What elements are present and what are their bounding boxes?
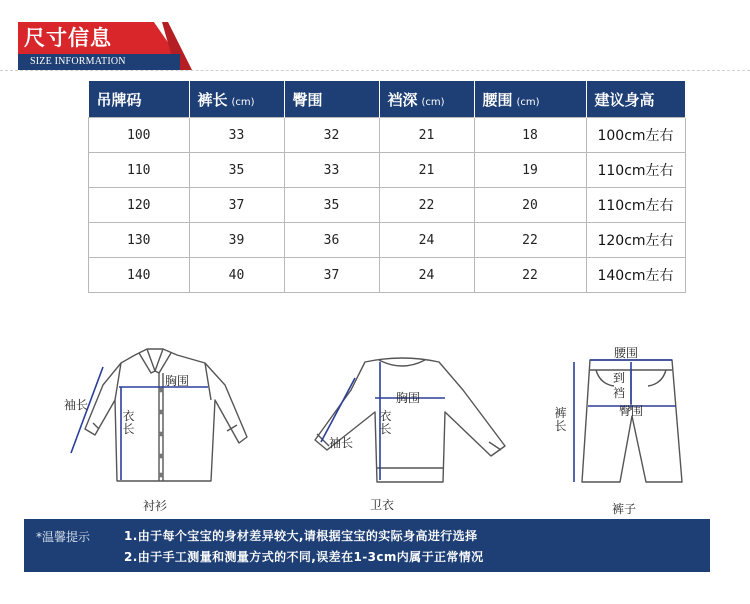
section-subtitle: SIZE INFORMATION	[30, 56, 126, 67]
table-cell: 100	[89, 118, 190, 153]
table-cell: 18	[474, 118, 586, 153]
table-cell: 110	[89, 153, 190, 188]
table-cell: 24	[379, 223, 474, 258]
column-header: 建议身高	[586, 81, 685, 118]
table-header-row	[89, 81, 686, 118]
table-cell: 39	[189, 223, 284, 258]
table-row	[89, 188, 686, 223]
table-cell: 20	[474, 188, 586, 223]
table-row	[89, 258, 686, 293]
table-cell: 32	[284, 118, 379, 153]
table-cell: 36	[284, 223, 379, 258]
pants-caption: 裤子	[612, 502, 637, 516]
table-row	[89, 153, 686, 188]
shirt-chest-label: 胸围	[165, 374, 190, 388]
tips-line-1: 1.由于每个宝宝的身材差异较大,请根据宝宝的实际身高进行选择	[124, 529, 478, 543]
column-header: 腰围 (cm)	[474, 81, 586, 118]
table-cell: 120cm左右	[586, 223, 685, 258]
table-row	[89, 118, 686, 153]
table-cell: 33	[189, 118, 284, 153]
table-cell: 21	[379, 118, 474, 153]
table-cell: 24	[379, 258, 474, 293]
tips-label: *温馨提示	[36, 530, 91, 544]
pants-rise-label: 裆	[613, 386, 626, 400]
sweater-sleeve-label: 袖长	[329, 436, 354, 450]
column-header: 裤长 (cm)	[189, 81, 284, 118]
column-header: 吊牌码	[89, 81, 190, 118]
shirt-length-label: 衣长	[122, 409, 135, 436]
table-cell: 22	[379, 188, 474, 223]
table-cell: 33	[284, 153, 379, 188]
table-cell: 110cm左右	[586, 153, 685, 188]
table-cell: 140cm左右	[586, 258, 685, 293]
column-header: 臀围	[284, 81, 379, 118]
pants-length-label: 裤长	[554, 406, 567, 433]
table-cell: 21	[379, 153, 474, 188]
sweater-caption: 卫衣	[370, 498, 395, 512]
tips-line-2: 2.由于手工测量和测量方式的不同,误差在1-3cm内属于正常情况	[124, 550, 484, 564]
table-cell: 130	[89, 223, 190, 258]
table-cell: 140	[89, 258, 190, 293]
pants-rise-top-label: 到	[613, 371, 626, 385]
table-cell: 37	[189, 188, 284, 223]
table-cell: 35	[189, 153, 284, 188]
sweater-length-label: 衣长	[379, 409, 392, 436]
shirt-caption: 衬衫	[143, 499, 168, 513]
size-table	[88, 81, 686, 293]
sweater-chest-label: 胸围	[396, 391, 421, 405]
table-cell: 35	[284, 188, 379, 223]
sweater-diagram	[295, 350, 510, 490]
table-cell: 37	[284, 258, 379, 293]
section-title: 尺寸信息	[24, 26, 112, 50]
table-cell: 22	[474, 223, 586, 258]
column-header: 裆深 (cm)	[379, 81, 474, 118]
pants-waist-label: 腰围	[614, 346, 639, 360]
tips-bar	[24, 519, 710, 572]
shirt-sleeve-label: 袖长	[64, 398, 89, 412]
table-cell: 40	[189, 258, 284, 293]
header-divider	[0, 70, 750, 71]
table-cell: 120	[89, 188, 190, 223]
shirt-diagram	[55, 345, 265, 490]
table-cell: 19	[474, 153, 586, 188]
table-cell: 100cm左右	[586, 118, 685, 153]
table-row	[89, 223, 686, 258]
table-cell: 110cm左右	[586, 188, 685, 223]
pants-hip-label: 臀围	[619, 404, 644, 418]
table-cell: 22	[474, 258, 586, 293]
